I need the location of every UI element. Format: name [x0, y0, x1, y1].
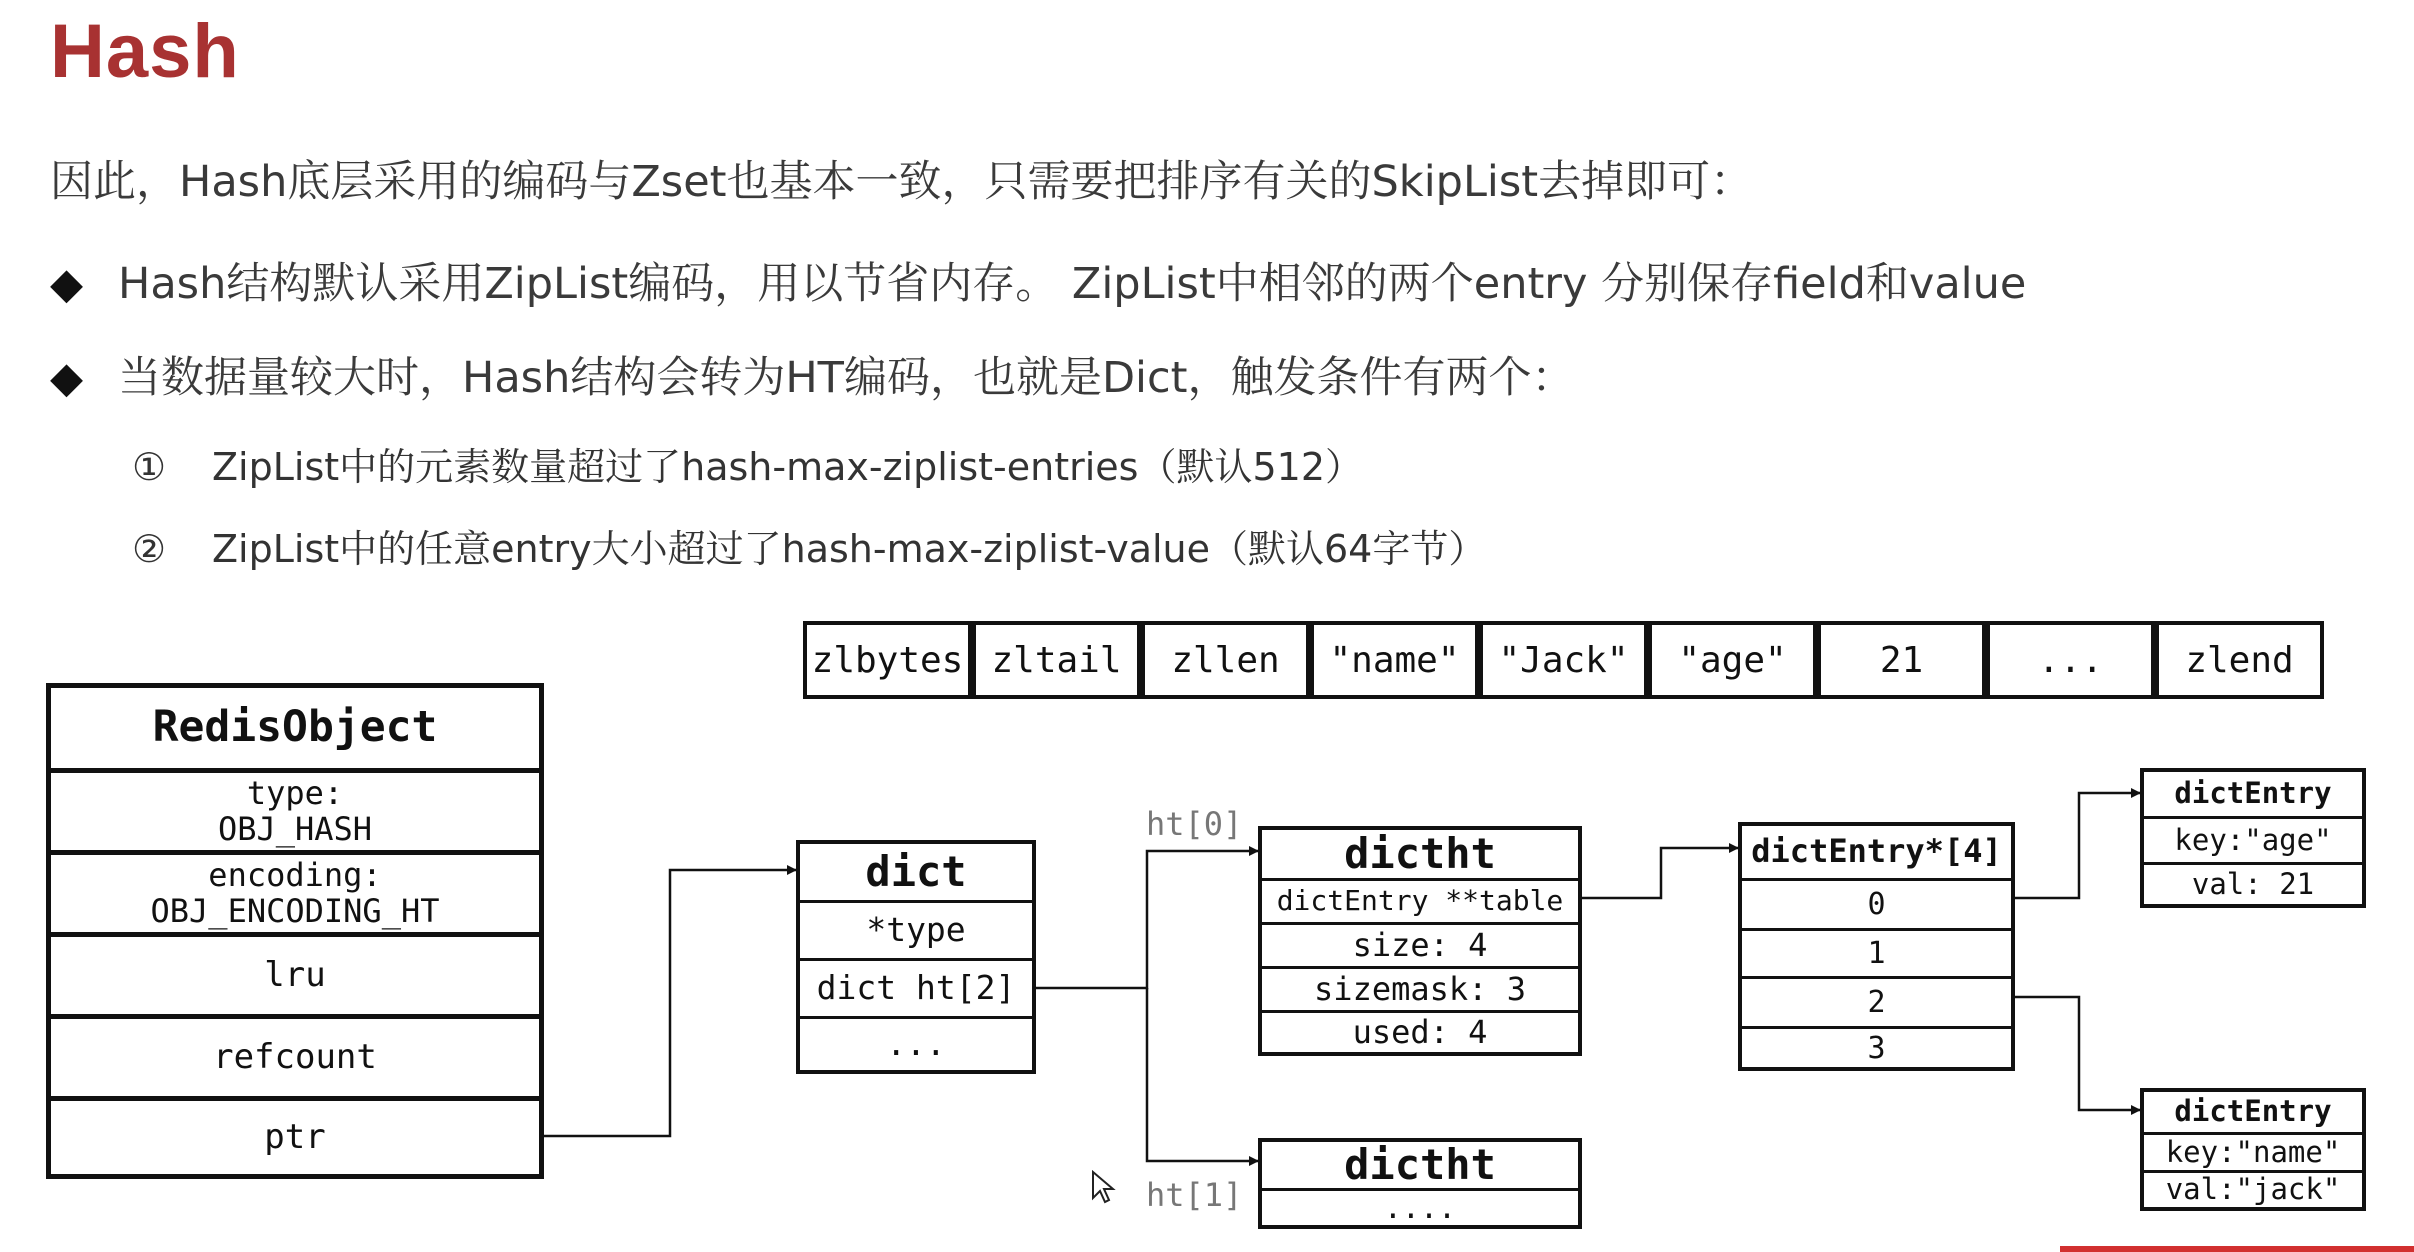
diamond-bullet-icon: ◆ [50, 353, 84, 403]
dict-entry-age-header: dictEntry [2174, 776, 2332, 811]
circled-number: ① [132, 445, 167, 489]
type-label: type: [246, 774, 344, 813]
ht-to-ht0-arrow [1036, 851, 1258, 988]
dict-box [796, 840, 1036, 1074]
dict-entry-slot-2: 2 [1742, 976, 2011, 1026]
ziplist-cell: zlbytes [803, 621, 972, 699]
dict-header: dict [865, 846, 967, 896]
redis-object-header: RedisObject [152, 702, 438, 753]
redis-object-encoding [51, 850, 539, 932]
table-to-array-arrow [1581, 848, 1738, 898]
accent-bar [2060, 1246, 2414, 1252]
dictht0-used: used: 4 [1262, 1010, 1578, 1052]
dictht0-sizemask: sizemask: 3 [1262, 966, 1578, 1010]
dict-entry-slot-1: 1 [1742, 928, 2011, 976]
ziplist-cell: ... [1986, 621, 2155, 699]
dictht0-box [1258, 826, 1582, 1056]
dictht1-header: dictht [1344, 1139, 1496, 1189]
type-value: OBJ_HASH [217, 809, 373, 848]
dict-ht: dict ht[2] [800, 958, 1032, 1016]
condition-text: ZipList中的任意entry大小超过了hash-max-ziplist-value（默认64字节） [212, 527, 1487, 571]
dictht1-more: .... [1262, 1188, 1578, 1225]
ziplist-cell: "age" [1648, 621, 1817, 699]
dict-entry-age-val: val: 21 [2144, 862, 2362, 904]
dict-entry-name-val: val:"jack" [2144, 1170, 2362, 1207]
redis-object-type [51, 768, 539, 850]
ziplist-cell: "name" [1310, 621, 1479, 699]
ziplist-cell: zllen [1141, 621, 1310, 699]
ht1-label: ht[1] [1146, 1176, 1243, 1214]
ziplist-cell: 21 [1817, 621, 1986, 699]
redis-object-refcount: refcount [51, 1014, 539, 1096]
redis-object-lru: lru [51, 932, 539, 1014]
diamond-bullet-icon: ◆ [50, 259, 84, 309]
dict-type: *type [800, 900, 1032, 958]
dictht0-header: dictht [1344, 828, 1496, 878]
bullet-text: Hash结构默认采用ZipList编码，用以节省内存。 ZipList中相邻的两个entry 分别保存field和value [118, 259, 2027, 309]
ziplist-cell: zlend [2155, 621, 2324, 699]
circled-number: ② [132, 527, 167, 571]
ziplist-cell: zltail [972, 621, 1141, 699]
encoding-label: encoding: [208, 856, 382, 895]
dict-entry-name-key: key:"name" [2144, 1132, 2362, 1170]
dictht0-size: size: 4 [1262, 922, 1578, 966]
ziplist-cell: "Jack" [1479, 621, 1648, 699]
dict-entry-slot-3: 3 [1742, 1026, 2011, 1067]
dict-entry-age-box [2140, 768, 2366, 908]
ht-to-ht1-arrow [1147, 988, 1258, 1161]
dictht1-box [1258, 1138, 1582, 1229]
dict-entry-array-box [1738, 822, 2015, 1071]
dict-entry-name-header: dictEntry [2174, 1094, 2332, 1129]
intro-text: 因此，Hash底层采用的编码与Zset也基本一致，只需要把排序有关的SkipList去掉即可： [50, 157, 1754, 207]
mouse-cursor-icon [1091, 1170, 1117, 1206]
bullet-text: 当数据量较大时，Hash结构会转为HT编码，也就是Dict，触发条件有两个： [118, 353, 1575, 403]
dict-entry-array-header: dictEntry*[4] [1751, 832, 2002, 871]
dict-entry-age-key: key:"age" [2144, 816, 2362, 862]
condition-text: ZipList中的元素数量超过了hash-max-ziplist-entries（默认512） [212, 445, 1364, 489]
dictht0-table: dictEntry **table [1262, 878, 1578, 922]
dict-entry-name-box [2140, 1088, 2366, 1211]
encoding-value: OBJ_ENCODING_HT [150, 891, 440, 930]
ht0-label: ht[0] [1146, 805, 1243, 843]
redis-object-box [46, 683, 544, 1179]
slot2-to-name-arrow [2015, 997, 2140, 1110]
dict-more: ... [800, 1016, 1032, 1070]
ptr-to-dict-arrow [544, 870, 796, 1136]
redis-object-ptr: ptr [51, 1096, 539, 1174]
dict-entry-slot-0: 0 [1742, 878, 2011, 928]
slot0-to-age-arrow [2015, 793, 2140, 898]
page-title: Hash [50, 9, 240, 94]
